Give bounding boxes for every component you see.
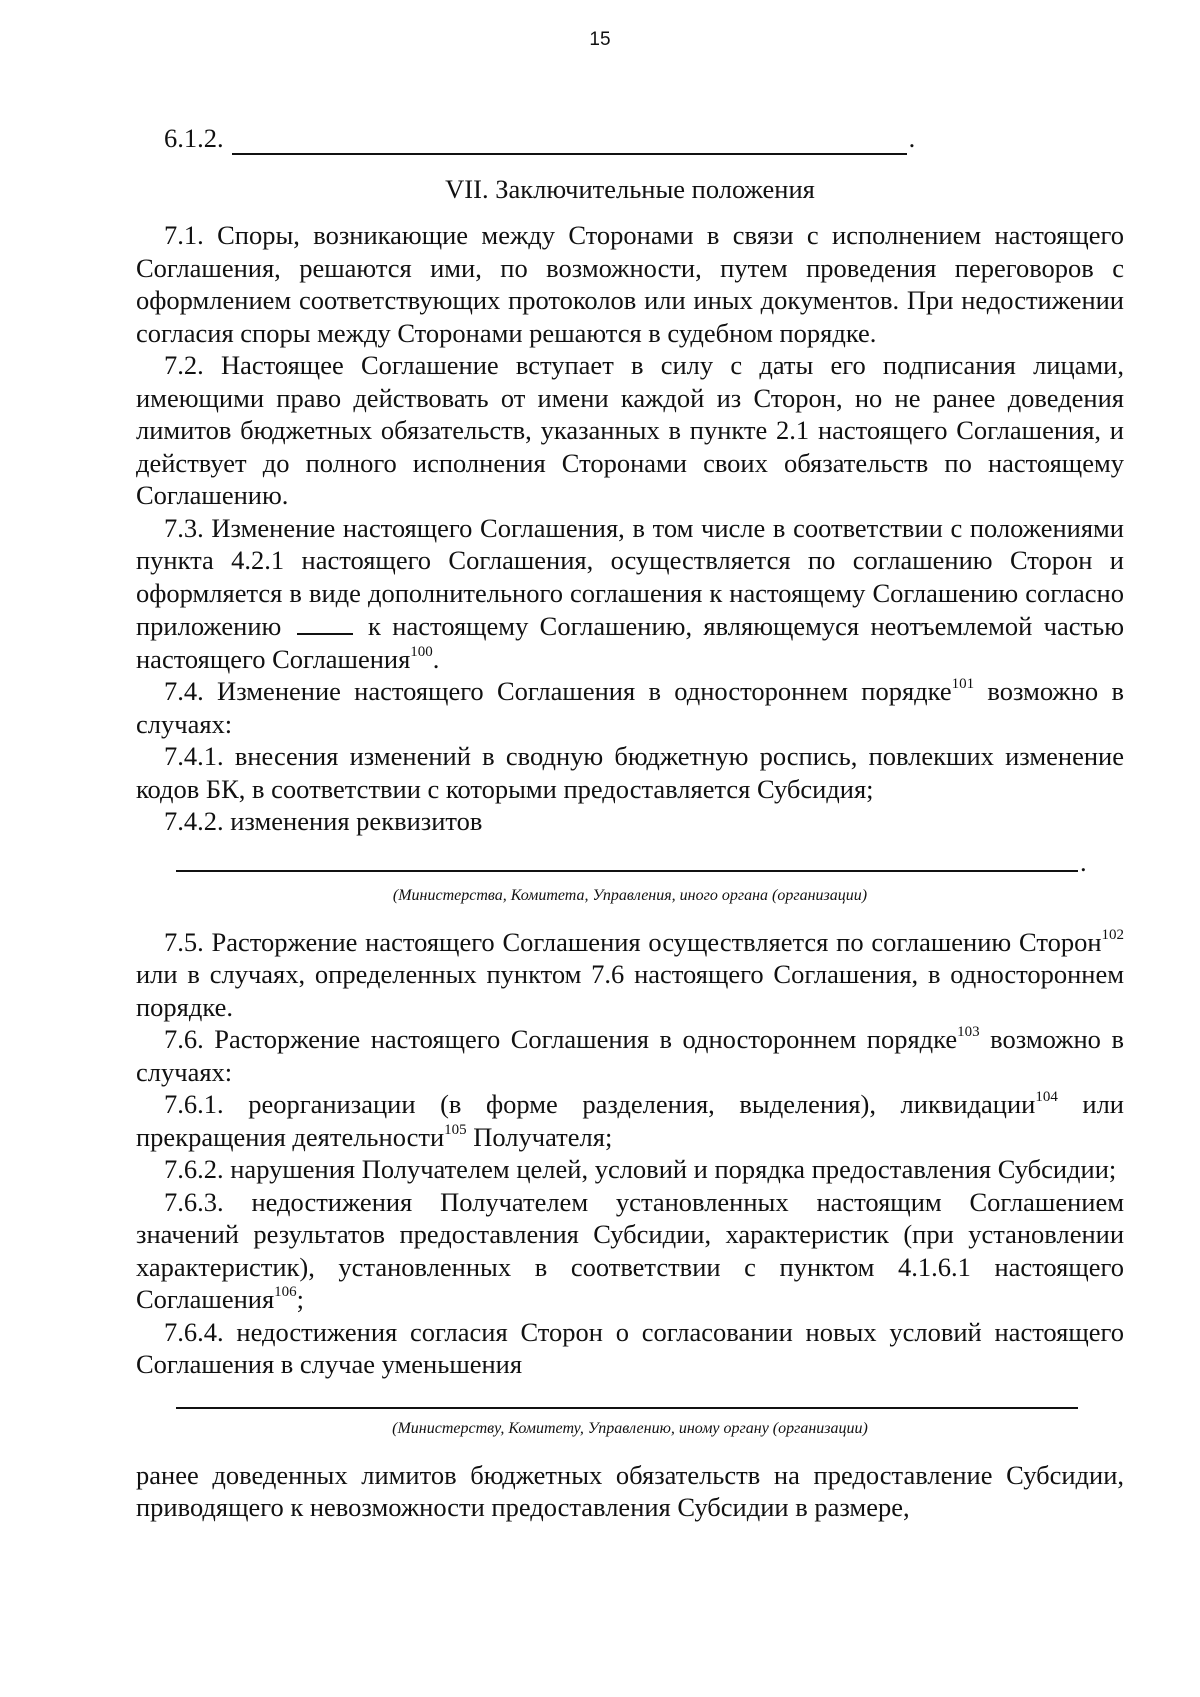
paragraph-7-6-3-text: 7.6.3. недостижения Получателем установленных настоящим Соглашением значений результатов предоставления Субсидии, характеристик (при установлении характеристик), установленных в соответствии с пунктом 4.1.6.1 настоящего Соглашения	[136, 1186, 1124, 1314]
footnote-ref-105: 105	[444, 1121, 467, 1138]
paragraph-7-4	[136, 675, 1124, 740]
footnote-ref-100: 100	[410, 643, 433, 660]
authority-fill-line	[136, 1385, 1124, 1415]
paragraph-7-1: 7.1. Споры, возникающие между Сторонами в связи с исполнением настоящего Соглашения, решаются ими, по возможности, путем проведения переговоров с оформлением соответствующих протоколов или иных документов. При недостижении согласия споры между Сторонами решаются в судебном порядке.	[136, 220, 1124, 348]
paragraph-7-3-text-b: к настоящему Соглашению, являющемуся неотъемлемой частью настоящего Соглашения	[136, 611, 1125, 674]
caption-ministry-dative: (Министерству, Комитету, Управлению, иному органу (организации)	[392, 1419, 868, 1437]
item-6-1-2-label: 6.1.2.	[164, 123, 224, 153]
paragraph-7-6-3	[136, 1186, 1124, 1316]
footnote-ref-103: 103	[957, 1024, 980, 1040]
fill-line	[176, 1407, 1078, 1409]
paragraph-7-5-text-a: 7.5. Расторжение настоящего Соглашения осуществляется по соглашению Сторон	[164, 926, 1102, 957]
paragraph-7-6-text-a: 7.6. Расторжение настоящего Соглашения в одностороннем порядке	[164, 1024, 958, 1054]
fill-line-6-1-2	[232, 127, 907, 155]
paragraph-continuation: ранее доведенных лимитов бюджетных обязательств на предоставление Субсидии, приводящего к невозможности предоставления Субсидии в размере,	[136, 1459, 1124, 1522]
paragraph-7-5	[136, 926, 1124, 1024]
paragraph-7-4-2: 7.4.2. изменения реквизитов	[164, 806, 483, 836]
item-6-1-2-end: .	[908, 123, 916, 153]
paragraph-7-4-text-b: возможно в случаях:	[136, 676, 1124, 739]
paragraph-7-6-1-text-c: Получателя;	[466, 1121, 613, 1152]
paragraph-7-2: 7.2. Настоящее Соглашение вступает в силу с даты его подписания лицами, имеющими право действовать от имени каждой из Сторон, но не ранее доведения лимитов бюджетных обязательств, указанных в пункте 2.1 настоящего Соглашения, и действует до полного исполнения Сторонами своих обязательств по настоящему Соглашению.	[136, 350, 1124, 510]
paragraph-7-6-2: 7.6.2. нарушения Получателем целей, условий и порядка предоставления Субсидии;	[164, 1154, 1117, 1184]
paragraph-7-6-text-b: возможно в случаях:	[136, 1024, 1124, 1087]
section-title: VII. Заключительные положения	[445, 173, 815, 204]
paragraph-7-6-1-text-b: или прекращения деятельности	[136, 1089, 1124, 1152]
paragraph-7-6-1-text-a: 7.6.1. реорганизации (в форме разделения, выделения), ликвидации	[164, 1089, 1036, 1119]
item-6-1-2	[136, 122, 1124, 155]
fill-line-end: .	[1080, 846, 1087, 877]
footnote-ref-104: 104	[1035, 1089, 1058, 1105]
paragraph-7-6-4: 7.6.4. недостижения согласия Сторон о согласовании новых условий настоящего Соглашения в случае уменьшения	[136, 1316, 1124, 1379]
footnote-ref-106: 106	[274, 1284, 297, 1300]
paragraph-7-4-text-a: 7.4. Изменение настоящего Соглашения в одностороннем порядке	[164, 676, 952, 706]
requisites-fill-line	[136, 842, 1124, 882]
caption-ministry: (Министерства, Комитета, Управления, иного органа (организации)	[392, 886, 868, 904]
footnote-ref-101: 101	[951, 676, 975, 692]
paragraph-7-5-text-b: или в случаях, определенных пунктом 7.6 настоящего Соглашения, в одностороннем порядке.	[136, 959, 1124, 1022]
footnote-ref-102: 102	[1101, 926, 1124, 943]
fill-line	[176, 870, 1078, 872]
paragraph-7-4-1: 7.4.1. внесения изменений в сводную бюджетную роспись, повлекших изменение кодов БК, в соответствии с которыми предоставляется Субсидия;	[136, 741, 1124, 804]
paragraph-7-3-end: .	[432, 643, 440, 674]
paragraph-7-6-1	[136, 1088, 1124, 1153]
document-body	[136, 122, 1124, 1524]
page-number: 15	[589, 29, 611, 50]
paragraph-7-3	[136, 512, 1124, 676]
paragraph-7-6	[136, 1023, 1124, 1088]
paragraph-7-3-text-a: 7.3. Изменение настоящего Соглашения, в том числе в соответствии с положениями пункта 4.2.1 настоящего Соглашения, осуществляется по соглашению Сторон и оформляется в виде дополнительного соглашения к настоящему Соглашению согласно приложению	[136, 512, 1124, 641]
paragraph-7-6-3-end: ;	[296, 1284, 305, 1314]
appendix-number-blank	[297, 609, 353, 635]
